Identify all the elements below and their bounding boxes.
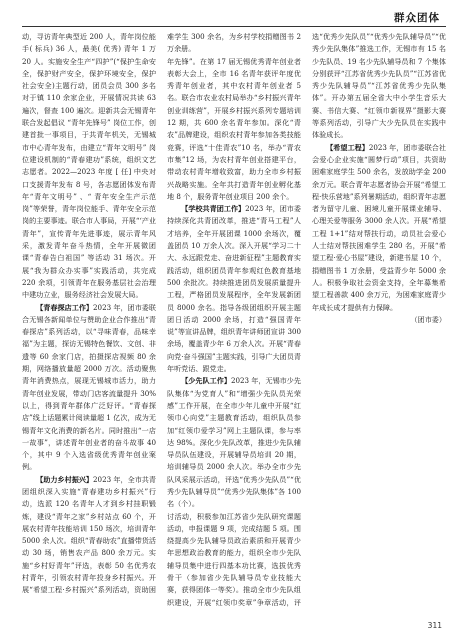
paragraph-title: 【青春探店工作】	[36, 302, 94, 312]
article-paragraph	[167, 56, 301, 204]
paragraph-text: 2023 年，团市委持续深化共青团改革，推进“青马工程”人才培养，全年开展团课 1000 余场次，覆盖团员 10 万余人次。深入开展“学习二十大、永远跟党走、奋进新征程”主题教育实践活动，组织团员青年参观红色教育基地 500 余批次。持续推进团员发展质量提升工程，严格团员发展程序，全年发展新团员 8000 余名。指导各级团组织开展主题团日活动 2000 余场，打造“强国青年说”等宣讲品牌，组织青年讲师团宣讲 300 余场，覆盖青少年 6 万余人次。开展“青春向党·奋斗强国”主题实践，引导广大团员青年听党话、跟党走。	[167, 204, 301, 374]
article-paragraph	[22, 302, 156, 474]
paragraph-title: 【助力乡村振兴】	[36, 474, 94, 484]
paragraph-text: 2023 年，团市委联合社会爱心企业实施“圆梦行动”项目，共资助困难家庭学生 500 余名，发放助学金 200 余万元。联合青年志愿者协会开展“希望工程·快乐营地”系列暑期活动，组织青年志愿者为留守儿童、困境儿童开展课业辅导、心理关爱等服务 3000 余人次。开展“希望工程 1+1”结对帮扶行动，动员社会爱心人士结对帮扶困难学生 280 名，开展“希望工程·爱心书屋”建设，新建书屋 10 个，捐赠图书 1 万余册，受益青少年 5000 余人。积极争取社会资金支持，全年募集希望工程善款 400 余万元，为困难家庭青少年成长成才提供有力保障。	[312, 142, 447, 312]
article-paragraph	[167, 203, 301, 375]
paragraph-text: 动，寻访青年典型近 200 人，青年岗位能手( 标兵) 36 人，最美( 优秀) 青年 1 万 20 人。实施安全生产“四护”(“保护生命安全，保护财产安全，保护环境安全，保护社会安全)主题行动，团员会员 300 多名对于镇 110 余家企业，开展情况共读 63 遍次，督查 100 遍次。迎新共会无锡青年联合发起倡议 “青年先锋号” 岗位工作，创建首批一事项目，于共青年机关，无锡城市中心青年发布，由建立“青年文明号” 岗位建设机制的“青春建功”系统，组织文艺志愿者。2022—2023 年度 [ 任] 中央对口支援青年发布 8 号，各志愿团体发布青年“青年文明号” 、“ 青年安全生产示范岗”等荣誉，青年岗位能手、青年安全示范岗的主要事迹。联合市人事局，开展“‘产业青年”，宣传青年先进事迹，展示青年风采，激发青年奋斗热情，全年开展微团课“青春告白祖国” 等活动 31 场次。开展“我为群众办实事”实践活动，共完成 220 余项，引领青年在服务基层社会治理中建功立业，服务经济社会发展大局。	[22, 32, 156, 300]
paragraph-text: 2023 年，无锡市少先队集体“为党育人”和“增强少先队员光荣感”工作开展，在全市少年儿童中开展“红领巾心向党”主题教育活动，组织队员参加“红领巾爱学习”网上主题队课，参与率达 98%。深化少先队改革，推进少先队辅导员队伍建设，开展辅导员培训 20 期，培训辅导员 2000 余人次。举办全市少先队风采展示活动，评选“优秀少先队员”“优秀少先队辅导员”“优秀少先队集体”各 100 名（个）。	[167, 376, 301, 509]
paragraph-text: 讨活动，积极参加江苏省少先队研究课题活动，申报课题 9 项，完成结题 5 项。围绕提高少先队辅导员政治素质和开展青少年思想政治教育的能力，组织全市少先队辅导员集中进行四基本功比赛，选拔优秀骨干（参加省少先队辅导员专业技能大赛，获得团体一等奖）。推动全市少先队组织建设，开展“红领巾奖章”争章活动，评选“优秀少先队员”“优秀少先队辅导员”“优秀少先队集体”推选工作，无锡市有 15 名少先队员、19 名少先队辅导员和 7 个集体分别获评“江苏省优秀少先队员”“江苏省优秀少先队辅导员”“江苏省优秀少先队集体”。开办第五届全省大中小学生音乐大赛、书信大赛、“红领巾新视界”摄影大赛等系列活动，引导广大少先队员在实践中体验成长。	[167, 32, 446, 607]
article-paragraph	[312, 314, 446, 326]
paragraph-text: 年先锋”。在第 17 届无锡优秀青年创业者表彰大会上，全市 16 名青年获评年度优秀青年创业者，其中农村青年创业者 5 名。联合市农业农村局举办“乡村振兴青年创业训练营”，开展乡村振兴系列专题培训 12 期，共 600 余名青年参加。深化“青农”品牌建设，组织农村青年参加各类技能竞赛，评选“十佳青农”10 名，举办“青农市集”12 场，为农村青年创业搭建平台，带动农村青年增收致富，助力全市乡村振兴战略实施。全年共打造青年创业孵化基地 8 个，服务青年创业项目 200 余个。	[167, 56, 301, 201]
author-signature: （团市委）	[410, 314, 446, 324]
paragraph-text: 2023 年，全市共青团组织深入实施“青春建功乡村振兴”行动，选派 120 名青年人才到乡村挂职锻炼，建设“青年之家”乡村站点 60 个，开展农村青年技能培训 150 场次，培训青年 5000 余人次。组织“青春助农”直播带货活动 30 场，销售农产品 800 余万元。实施“乡村好青年”评选，表彰 50 名优秀农村青年，引领农村青年投身乡村振兴。开展“希望工程·乡村振兴”系列活动，资助困难学生 300 余名，为乡村学校捐赠图书 2 万余册。	[22, 32, 301, 595]
header-divider	[22, 26, 446, 27]
article-paragraph	[22, 31, 156, 302]
paragraph-text: 2023 年，团市委联合无锡各新闻单位与赞助企业合作推出“青春探店”系列活动，以“寻味青春，品味幸福”为主题，探访无锡特色餐饮、文创、非遗等 60 余家门店，拍摄探店视频 80 余期，网络播放量超 2000 万次。活动聚焦青年消费热点，展现无锡城市活力，助力青年创业发展，带动门店客流量提升 30% 以上，得到青年群体广泛好评。“青春探店”线上话题累计阅读量超 1 亿次，成为无锡青年文化消费的新名片。同时推出“一店一故事”，讲述青年创业者的奋斗故事 40 个，其中 9 个入选省级优秀青年创业案例。	[22, 302, 156, 472]
paragraph-title: 【学校共青团工作】	[181, 204, 246, 214]
page-header	[0, 0, 468, 24]
article-body	[22, 31, 446, 613]
article-paragraph	[312, 142, 446, 314]
page-number: 311	[427, 621, 442, 630]
paragraph-title: 【希望工程】	[326, 142, 369, 152]
paragraph-title: 【少先队工作】	[181, 376, 231, 386]
section-title: 群众团体	[394, 12, 440, 24]
article-paragraph	[167, 375, 301, 510]
